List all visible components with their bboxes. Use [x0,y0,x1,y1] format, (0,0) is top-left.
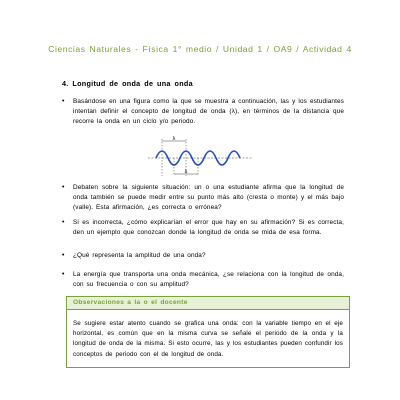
bullet-dot: • [62,98,65,105]
teacher-note-header [67,297,349,310]
wavelength-label-bottom: λ [184,169,188,175]
page-header: Ciencias Naturales - Física 1° medio / Unidad 1 / OA9 / Actividad 4 [48,44,352,54]
section-title: 4. Longitud de onda de una onda [62,79,193,88]
bullet-text: Si es incorrecta, ¿cómo explicarían el error que hay en su afirmación? Si es correcta, den un ejemplo que conozcan donde la longitud de onda se mida de esa forma. [73,219,344,237]
teacher-note-box [66,296,350,368]
bullet-dot: • [62,252,65,259]
teacher-note-text: Se sugiere estar atento cuando se grafica una onda: con la variable tiempo en el eje horizontal, es común que en la misma curva se señale el periodo de la onda y la longitud de onda de la misma. Si esto ocurre, las y los estudiantes pueden confundir los conceptos de periodo con el de longitud de onda. [73,320,343,358]
bullet-dot: • [62,271,65,278]
bullet-item [62,270,344,290]
bullet-text: La energía que transporta una onda mecánica, ¿se relaciona con la longitud de onda, con su frecuencia o con su amplitud? [73,271,344,289]
bullet-item [62,218,344,238]
bullet-item [62,183,344,214]
bullet-item [62,97,344,128]
bullet-dot: • [62,219,65,226]
wavelength-figure [148,136,252,178]
wavelength-label-top: λ [172,136,176,142]
bullet-dot: • [62,184,65,191]
bullet-text: Basándose en una figura como la que se muestra a continuación, las y los estudiantes intentan definir el concepto de longitud de onda (λ), en términos de la distancia que recorre la onda en un ciclo y/o periodo. [73,98,344,126]
bullet-text: ¿Qué representa la amplitud de una onda? [73,252,206,259]
bullet-text: Debaten sobre la siguiente situación: un o una estudiante afirma que la longitud de onda también se puede medir entre su punto más alto (cresta o monte) y el más bajo (valle). Esta afirmación, ¿es correcta o errónea? [73,184,344,212]
bullet-item [62,251,344,261]
teacher-note-title: Observaciones a la o el docente [73,299,188,306]
